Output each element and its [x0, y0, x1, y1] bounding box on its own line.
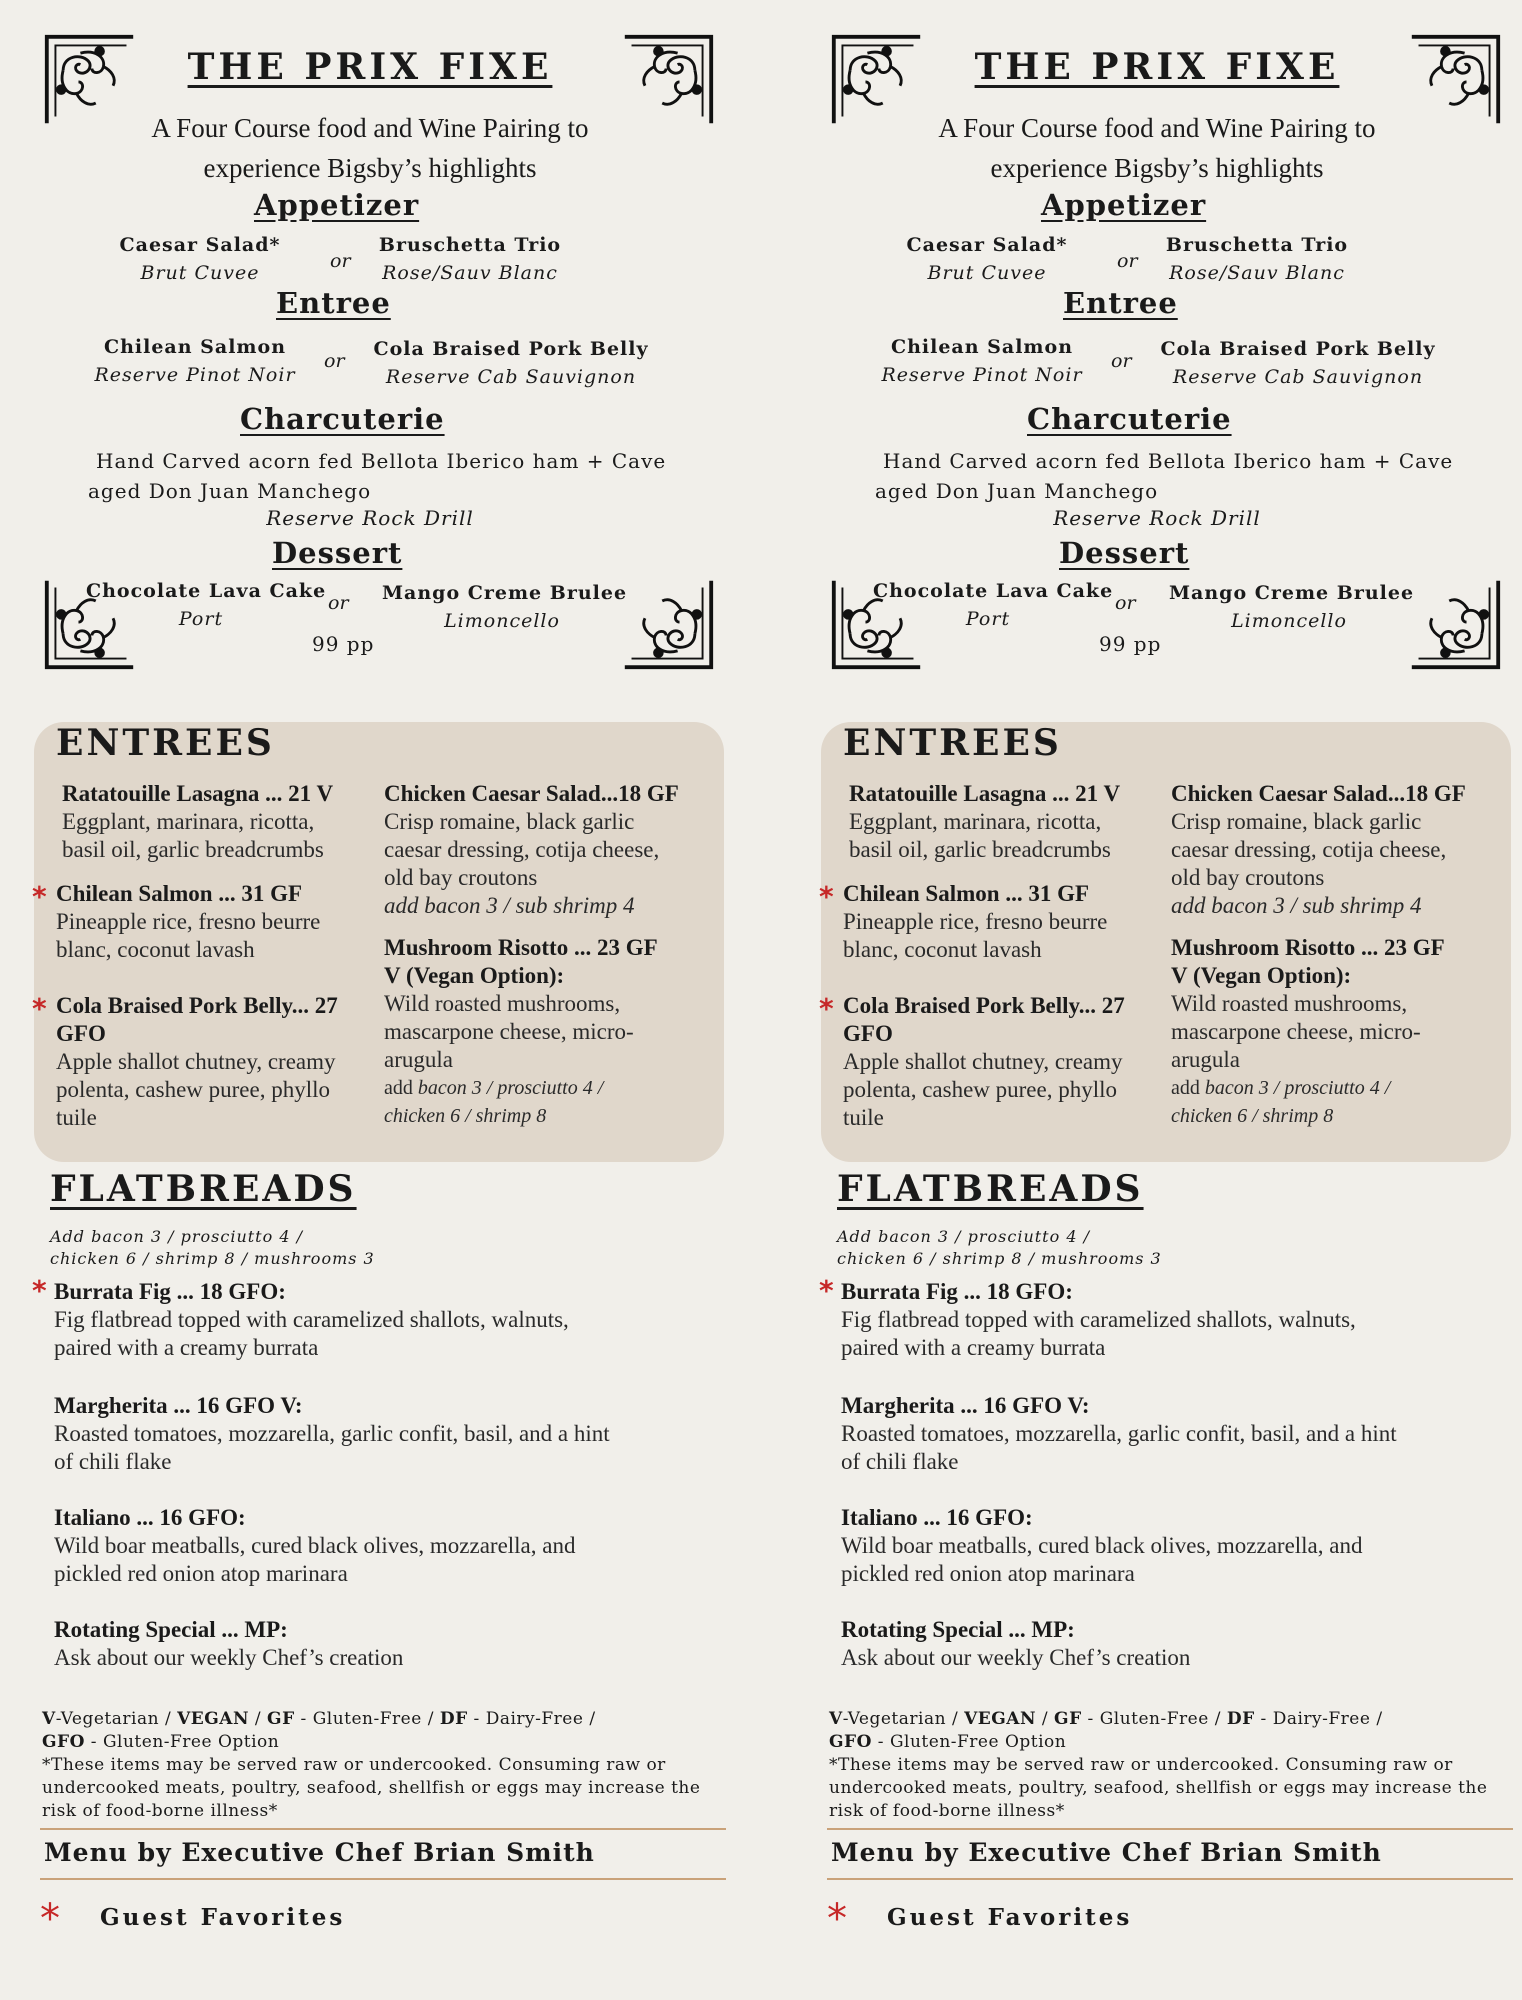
- menu-item-chicken-caesar: Chicken Caesar Salad...18 GF Crisp romaine, black garlic caesar dressing, cotija cheese, old bay croutons add bacon 3 / sub shrimp 4: [1171, 781, 1466, 918]
- appetizer-option-1: Caesar Salad* Brut Cuvee: [119, 234, 281, 284]
- dessert-option-2: Mango Creme Brulee Limoncello: [1169, 582, 1415, 632]
- entree-heading: Entree: [276, 286, 391, 320]
- guest-favorite-icon: *: [40, 1896, 60, 1942]
- prix-fixe-section: [0, 0, 740, 700]
- flatbread-item: Rotating Special ... MP: Ask about our weekly Chef’s creation: [841, 1617, 1191, 1670]
- appetizer-heading: Appetizer: [1041, 188, 1207, 222]
- prix-fixe-title: THE PRIX FIXE: [187, 46, 553, 88]
- prix-fixe-price: 99 pp: [1099, 632, 1162, 656]
- guest-favorite-icon: *: [819, 1274, 834, 1307]
- menu-item-chilean-salmon: Chilean Salmon ... 31 GF Pineapple rice, fresno beurre blanc, coconut lavash: [843, 881, 1108, 962]
- menu-item-mushroom-risotto: Mushroom Risotto ... 23 GF V (Vegan Option): Wild roasted mushrooms, mascarpone cheese, micro- arugula add bacon 3 / prosciutto 4 / chicken 6 / shrimp 8: [384, 935, 658, 1127]
- or-label: or: [328, 592, 349, 614]
- menu-item-pork-belly: Cola Braised Pork Belly... 27 GFO Apple shallot chutney, creamy polenta, cashew puree, phyllo tuile: [56, 993, 338, 1130]
- guest-favorite-icon: *: [32, 992, 47, 1025]
- divider: [40, 1878, 726, 1880]
- menu-item-ratatouille: Ratatouille Lasagna ... 21 V Eggplant, marinara, ricotta, basil oil, garlic breadcrumbs: [62, 781, 334, 862]
- charcuterie-wine: Reserve Rock Drill: [266, 506, 474, 530]
- menu-item-mushroom-risotto: Mushroom Risotto ... 23 GF V (Vegan Option): Wild roasted mushrooms, mascarpone cheese, micro- arugula add bacon 3 / prosciutto 4 / chicken 6 / shrimp 8: [1171, 935, 1445, 1127]
- charcuterie-description: Hand Carved acorn fed Bellota Iberico ham + Cave aged Don Juan Manchego: [88, 449, 667, 503]
- flatbreads-addons: Add bacon 3 / prosciutto 4 / chicken 6 / shrimp 8 / mushrooms 3: [837, 1227, 1162, 1268]
- charcuterie-heading: Charcuterie: [1027, 402, 1232, 436]
- prix-fixe-section: [787, 0, 1522, 700]
- menu-item-chilean-salmon: Chilean Salmon ... 31 GF Pineapple rice, fresno beurre blanc, coconut lavash: [56, 881, 321, 962]
- guest-favorite-icon: *: [819, 992, 834, 1025]
- charcuterie-description: Hand Carved acorn fed Bellota Iberico ham + Cave aged Don Juan Manchego: [875, 449, 1454, 503]
- ornament-corner-icon: [1407, 576, 1503, 672]
- guest-favorites-label: Guest Favorites: [100, 1904, 346, 1931]
- or-label: or: [1115, 592, 1136, 614]
- chef-credit: Menu by Executive Chef Brian Smith: [831, 1838, 1382, 1867]
- dessert-heading: Dessert: [272, 536, 403, 570]
- divider: [827, 1828, 1513, 1830]
- or-label: or: [1117, 250, 1138, 272]
- menu-item-chicken-caesar: Chicken Caesar Salad...18 GF Crisp romaine, black garlic caesar dressing, cotija cheese, old bay croutons add bacon 3 / sub shrimp 4: [384, 781, 679, 918]
- dessert-option-2: Mango Creme Brulee Limoncello: [382, 582, 628, 632]
- or-label: or: [330, 250, 351, 272]
- entrees-heading: ENTREES: [843, 722, 1062, 764]
- flatbreads-heading: FLATBREADS: [837, 1168, 1144, 1210]
- appetizer-heading: Appetizer: [254, 188, 420, 222]
- charcuterie-heading: Charcuterie: [240, 402, 445, 436]
- chef-credit: Menu by Executive Chef Brian Smith: [44, 1838, 595, 1867]
- flatbread-item: Italiano ... 16 GFO: Wild boar meatballs, cured black olives, mozzarella, and pickled red onion atop marinara: [841, 1505, 1363, 1586]
- flatbread-item: Italiano ... 16 GFO: Wild boar meatballs, cured black olives, mozzarella, and pickled red onion atop marinara: [54, 1505, 576, 1586]
- guest-favorite-icon: *: [827, 1896, 847, 1942]
- dietary-legend: V-Vegetarian / VEGAN / GF - Gluten-Free / DF - Dairy-Free / GFO - Gluten-Free Option *These items may be served raw or undercooked. Consuming raw or undercooked meats, poultry, seafood, shellfish or eggs may increase the risk of food-borne illness*: [42, 1709, 701, 1821]
- divider: [827, 1878, 1513, 1880]
- dietary-legend: V-Vegetarian / VEGAN / GF - Gluten-Free / DF - Dairy-Free / GFO - Gluten-Free Option *These items may be served raw or undercooked. Consuming raw or undercooked meats, poultry, seafood, shellfish or eggs may increase the risk of food-borne illness*: [829, 1709, 1488, 1821]
- charcuterie-wine: Reserve Rock Drill: [1053, 506, 1261, 530]
- guest-favorite-icon: *: [819, 880, 834, 913]
- or-label: or: [324, 350, 345, 372]
- flatbread-item: Rotating Special ... MP: Ask about our weekly Chef’s creation: [54, 1617, 404, 1670]
- flatbread-item: Margherita ... 16 GFO V: Roasted tomatoes, mozzarella, garlic confit, basil, and a hint of chili flake: [54, 1393, 610, 1474]
- flatbread-item: Burrata Fig ... 18 GFO: Fig flatbread topped with caramelized shallots, walnuts, paired with a creamy burrata: [841, 1279, 1356, 1360]
- entree-heading: Entree: [1063, 286, 1178, 320]
- prix-fixe-subtitle: A Four Course food and Wine Pairing to experience Bigsby’s highlights: [938, 113, 1376, 183]
- appetizer-option-1: Caesar Salad* Brut Cuvee: [906, 234, 1068, 284]
- entree-option-2: Cola Braised Pork Belly Reserve Cab Sauvignon: [1160, 338, 1436, 388]
- appetizer-option-2: Bruschetta Trio Rose/Sauv Blanc: [378, 234, 562, 284]
- prix-fixe-title: THE PRIX FIXE: [974, 46, 1340, 88]
- flatbreads-heading: FLATBREADS: [50, 1168, 357, 1210]
- guest-favorites-label: Guest Favorites: [887, 1904, 1133, 1931]
- flatbread-item: Burrata Fig ... 18 GFO: Fig flatbread topped with caramelized shallots, walnuts, paired with a creamy burrata: [54, 1279, 569, 1360]
- entree-option-2: Cola Braised Pork Belly Reserve Cab Sauvignon: [373, 338, 649, 388]
- divider: [40, 1828, 726, 1830]
- menu-item-pork-belly: Cola Braised Pork Belly... 27 GFO Apple shallot chutney, creamy polenta, cashew puree, phyllo tuile: [843, 993, 1125, 1130]
- prix-fixe-price: 99 pp: [312, 632, 375, 656]
- dessert-heading: Dessert: [1059, 536, 1190, 570]
- menu-item-ratatouille: Ratatouille Lasagna ... 21 V Eggplant, marinara, ricotta, basil oil, garlic breadcrumbs: [849, 781, 1121, 862]
- dessert-option-1: Chocolate Lava Cake Port: [86, 580, 327, 630]
- dessert-option-1: Chocolate Lava Cake Port: [873, 580, 1114, 630]
- flatbread-item: Margherita ... 16 GFO V: Roasted tomatoes, mozzarella, garlic confit, basil, and a hint of chili flake: [841, 1393, 1397, 1474]
- entree-option-1: Chilean Salmon Reserve Pinot Noir: [881, 336, 1083, 386]
- guest-favorite-icon: *: [32, 880, 47, 913]
- appetizer-option-2: Bruschetta Trio Rose/Sauv Blanc: [1165, 234, 1349, 284]
- flatbreads-addons: Add bacon 3 / prosciutto 4 / chicken 6 / shrimp 8 / mushrooms 3: [50, 1227, 375, 1268]
- ornament-corner-icon: [620, 576, 716, 672]
- entree-option-1: Chilean Salmon Reserve Pinot Noir: [94, 336, 296, 386]
- or-label: or: [1111, 350, 1132, 372]
- entrees-heading: ENTREES: [56, 722, 275, 764]
- menu-page-left: [0, 0, 740, 2000]
- guest-favorite-icon: *: [32, 1274, 47, 1307]
- menu-page-right: [787, 0, 1522, 2000]
- prix-fixe-subtitle: A Four Course food and Wine Pairing to experience Bigsby’s highlights: [151, 113, 589, 183]
